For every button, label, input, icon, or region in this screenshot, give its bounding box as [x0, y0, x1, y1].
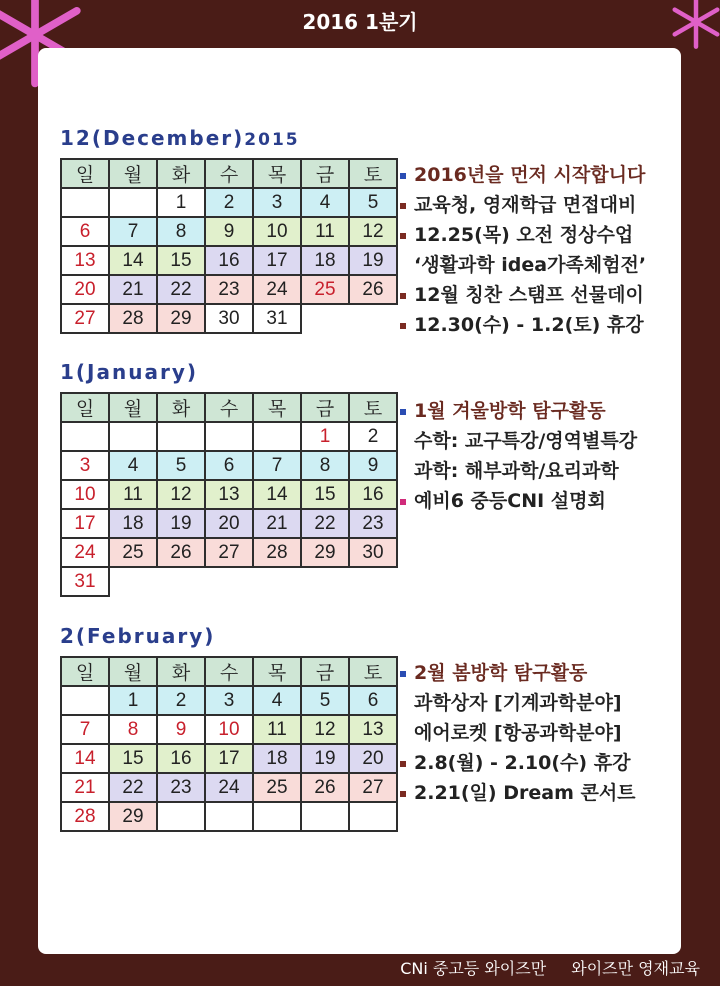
note-text: 수학: 교구특강/영역별특강	[414, 430, 638, 452]
day-cell: 27	[349, 773, 397, 802]
day-cell: 31	[61, 567, 109, 596]
note-item	[398, 160, 688, 190]
month-notes	[398, 658, 688, 808]
weekday-cell: 금	[301, 657, 349, 686]
day-cell: 7	[253, 451, 301, 480]
note-item	[398, 486, 688, 516]
day-cell: 26	[349, 275, 397, 304]
day-cell: 14	[109, 246, 157, 275]
brand-wiseman: 와이즈만 영재교육	[571, 959, 700, 978]
day-cell: 25	[109, 538, 157, 567]
day-cell: 1	[109, 686, 157, 715]
day-cell: 22	[109, 773, 157, 802]
day-cell: 25	[301, 275, 349, 304]
month-title	[60, 624, 215, 648]
day-cell: 23	[349, 509, 397, 538]
day-cell: 19	[157, 509, 205, 538]
weekday-cell: 토	[349, 159, 397, 188]
month-name: 2(February)	[60, 624, 216, 648]
day-cell: 14	[253, 480, 301, 509]
week-row	[61, 480, 397, 509]
day-cell: 15	[109, 744, 157, 773]
day-cell: 5	[157, 451, 205, 480]
note-text: 12.30(수) - 1.2(토) 휴강	[414, 314, 644, 336]
week-row	[61, 802, 397, 831]
empty-day-cell	[157, 422, 205, 451]
day-cell: 7	[61, 715, 109, 744]
calendar-table	[60, 656, 398, 832]
day-cell: 13	[205, 480, 253, 509]
day-cell: 22	[301, 509, 349, 538]
week-row	[61, 246, 397, 275]
month-name: 12(December)	[60, 126, 245, 150]
day-cell: 27	[61, 304, 109, 333]
day-cell: 21	[61, 773, 109, 802]
day-cell: 10	[205, 715, 253, 744]
weekday-header-row	[61, 657, 397, 686]
day-cell: 7	[109, 217, 157, 246]
day-cell: 11	[109, 480, 157, 509]
day-cell: 26	[301, 773, 349, 802]
empty-day-cell	[109, 422, 157, 451]
day-cell: 25	[253, 773, 301, 802]
day-cell: 4	[109, 451, 157, 480]
day-cell: 17	[61, 509, 109, 538]
month-title	[60, 126, 300, 150]
day-cell: 2	[205, 188, 253, 217]
note-item	[398, 310, 688, 340]
day-cell: 3	[61, 451, 109, 480]
day-cell: 12	[301, 715, 349, 744]
note-item	[398, 280, 688, 310]
bullet-icon	[400, 409, 406, 415]
note-text: 12.25(목) 오전 정상수업	[414, 224, 634, 246]
note-item	[398, 396, 688, 426]
empty-day-cell	[61, 188, 109, 217]
note-text: 예비6 중등CNI 설명회	[414, 490, 606, 512]
note-text: 과학상자 [기계과학분야]	[414, 692, 622, 714]
day-cell: 13	[349, 715, 397, 744]
note-item	[398, 778, 688, 808]
empty-day-cell	[301, 802, 349, 831]
day-cell: 26	[157, 538, 205, 567]
day-cell: 6	[205, 451, 253, 480]
empty-day-cell	[253, 802, 301, 831]
empty-day-cell	[205, 422, 253, 451]
day-cell: 12	[157, 480, 205, 509]
day-cell: 19	[349, 246, 397, 275]
bullet-icon	[400, 323, 406, 329]
weekday-cell: 일	[61, 159, 109, 188]
day-cell: 28	[61, 802, 109, 831]
day-cell: 3	[253, 188, 301, 217]
note-item	[398, 658, 688, 688]
note-text: 2월 봄방학 탐구활동	[414, 662, 588, 684]
note-item	[398, 688, 688, 718]
day-cell: 16	[349, 480, 397, 509]
day-cell: 31	[253, 304, 301, 333]
day-cell: 18	[301, 246, 349, 275]
weekday-cell: 토	[349, 393, 397, 422]
weekday-cell: 화	[157, 393, 205, 422]
weekday-header-row	[61, 393, 397, 422]
calendar-table	[60, 392, 398, 597]
week-row	[61, 217, 397, 246]
week-row	[61, 509, 397, 538]
month-notes	[398, 396, 688, 516]
week-row	[61, 686, 397, 715]
day-cell: 9	[205, 217, 253, 246]
weekday-cell: 월	[109, 657, 157, 686]
day-cell: 29	[109, 802, 157, 831]
bullet-icon	[400, 233, 406, 239]
bullet-icon	[400, 499, 406, 505]
empty-day-cell	[205, 802, 253, 831]
weekday-cell: 금	[301, 393, 349, 422]
week-row	[61, 304, 397, 333]
day-cell: 8	[301, 451, 349, 480]
day-cell: 30	[205, 304, 253, 333]
day-cell: 29	[301, 538, 349, 567]
day-cell: 28	[253, 538, 301, 567]
day-cell: 29	[157, 304, 205, 333]
weekday-cell: 일	[61, 393, 109, 422]
weekday-cell: 일	[61, 657, 109, 686]
day-cell: 4	[253, 686, 301, 715]
month-year: 2015	[244, 130, 300, 150]
note-text: 2.21(일) Dream 콘서트	[414, 782, 636, 804]
week-row	[61, 451, 397, 480]
day-cell: 15	[157, 246, 205, 275]
weekday-cell: 수	[205, 657, 253, 686]
weekday-cell: 수	[205, 393, 253, 422]
weekday-cell: 수	[205, 159, 253, 188]
empty-day-cell	[61, 686, 109, 715]
day-cell: 5	[301, 686, 349, 715]
weekday-cell: 금	[301, 159, 349, 188]
day-cell: 18	[109, 509, 157, 538]
day-cell: 16	[205, 246, 253, 275]
note-item	[398, 456, 688, 486]
month-notes	[398, 160, 688, 340]
day-cell: 27	[205, 538, 253, 567]
day-cell: 2	[157, 686, 205, 715]
footer	[0, 956, 720, 986]
day-cell: 23	[205, 275, 253, 304]
month-name: 1(January)	[60, 360, 199, 384]
day-cell: 18	[253, 744, 301, 773]
week-row	[61, 744, 397, 773]
day-cell: 28	[109, 304, 157, 333]
weekday-cell: 토	[349, 657, 397, 686]
week-row	[61, 567, 397, 596]
note-text: 2.8(월) - 2.10(수) 휴강	[414, 752, 631, 774]
day-cell: 15	[301, 480, 349, 509]
bullet-icon	[400, 671, 406, 677]
bullet-icon	[400, 173, 406, 179]
day-cell: 9	[349, 451, 397, 480]
note-item	[398, 220, 688, 250]
weekday-cell: 목	[253, 393, 301, 422]
day-cell: 24	[205, 773, 253, 802]
day-cell: 11	[301, 217, 349, 246]
calendar-table	[60, 158, 398, 334]
weekday-cell: 월	[109, 393, 157, 422]
week-row	[61, 715, 397, 744]
weekday-cell: 목	[253, 159, 301, 188]
note-item	[398, 190, 688, 220]
empty-day-cell	[109, 188, 157, 217]
day-cell: 11	[253, 715, 301, 744]
day-cell: 6	[349, 686, 397, 715]
empty-day-cell	[349, 802, 397, 831]
bullet-icon	[400, 791, 406, 797]
note-text: 2016년을 먼저 시작합니다	[414, 164, 646, 186]
page-header: 2016 1분기	[302, 10, 418, 34]
week-row	[61, 188, 397, 217]
empty-day-cell	[253, 422, 301, 451]
bullet-icon	[400, 293, 406, 299]
bullet-icon	[400, 761, 406, 767]
day-cell: 5	[349, 188, 397, 217]
note-item	[398, 250, 688, 280]
note-item	[398, 718, 688, 748]
month-title	[60, 360, 198, 384]
day-cell: 12	[349, 217, 397, 246]
day-cell: 8	[109, 715, 157, 744]
note-text: ‘생활과학 idea가족체험전’	[414, 254, 647, 276]
day-cell: 21	[109, 275, 157, 304]
weekday-cell: 화	[157, 159, 205, 188]
day-cell: 8	[157, 217, 205, 246]
day-cell: 16	[157, 744, 205, 773]
empty-day-cell	[157, 802, 205, 831]
empty-day-cell	[61, 422, 109, 451]
note-item	[398, 748, 688, 778]
week-row	[61, 275, 397, 304]
day-cell: 9	[157, 715, 205, 744]
day-cell: 21	[253, 509, 301, 538]
day-cell: 20	[61, 275, 109, 304]
brand-cni: CNi 중고등 와이즈만	[400, 959, 547, 978]
day-cell: 24	[61, 538, 109, 567]
weekday-header-row	[61, 159, 397, 188]
day-cell: 10	[253, 217, 301, 246]
note-item	[398, 426, 688, 456]
note-text: 12월 칭찬 스탬프 선물데이	[414, 284, 644, 306]
day-cell: 10	[61, 480, 109, 509]
note-text: 과학: 해부과학/요리과학	[414, 460, 619, 482]
day-cell: 19	[301, 744, 349, 773]
note-text: 교육청, 영재학급 면접대비	[414, 194, 637, 216]
day-cell: 30	[349, 538, 397, 567]
day-cell: 20	[205, 509, 253, 538]
day-cell: 4	[301, 188, 349, 217]
week-row	[61, 773, 397, 802]
day-cell: 20	[349, 744, 397, 773]
week-row	[61, 538, 397, 567]
snowflake-icon	[668, 0, 720, 50]
day-cell: 17	[205, 744, 253, 773]
weekday-cell: 목	[253, 657, 301, 686]
weekday-cell: 월	[109, 159, 157, 188]
note-text: 에어로켓 [항공과학분야]	[414, 722, 622, 744]
note-text: 1월 겨울방학 탐구활동	[414, 400, 606, 422]
day-cell: 22	[157, 275, 205, 304]
day-cell: 13	[61, 246, 109, 275]
bullet-icon	[400, 203, 406, 209]
week-row	[61, 422, 397, 451]
day-cell: 2	[349, 422, 397, 451]
day-cell: 1	[157, 188, 205, 217]
day-cell: 14	[61, 744, 109, 773]
day-cell: 1	[301, 422, 349, 451]
weekday-cell: 화	[157, 657, 205, 686]
day-cell: 17	[253, 246, 301, 275]
day-cell: 24	[253, 275, 301, 304]
day-cell: 6	[61, 217, 109, 246]
day-cell: 3	[205, 686, 253, 715]
day-cell: 23	[157, 773, 205, 802]
